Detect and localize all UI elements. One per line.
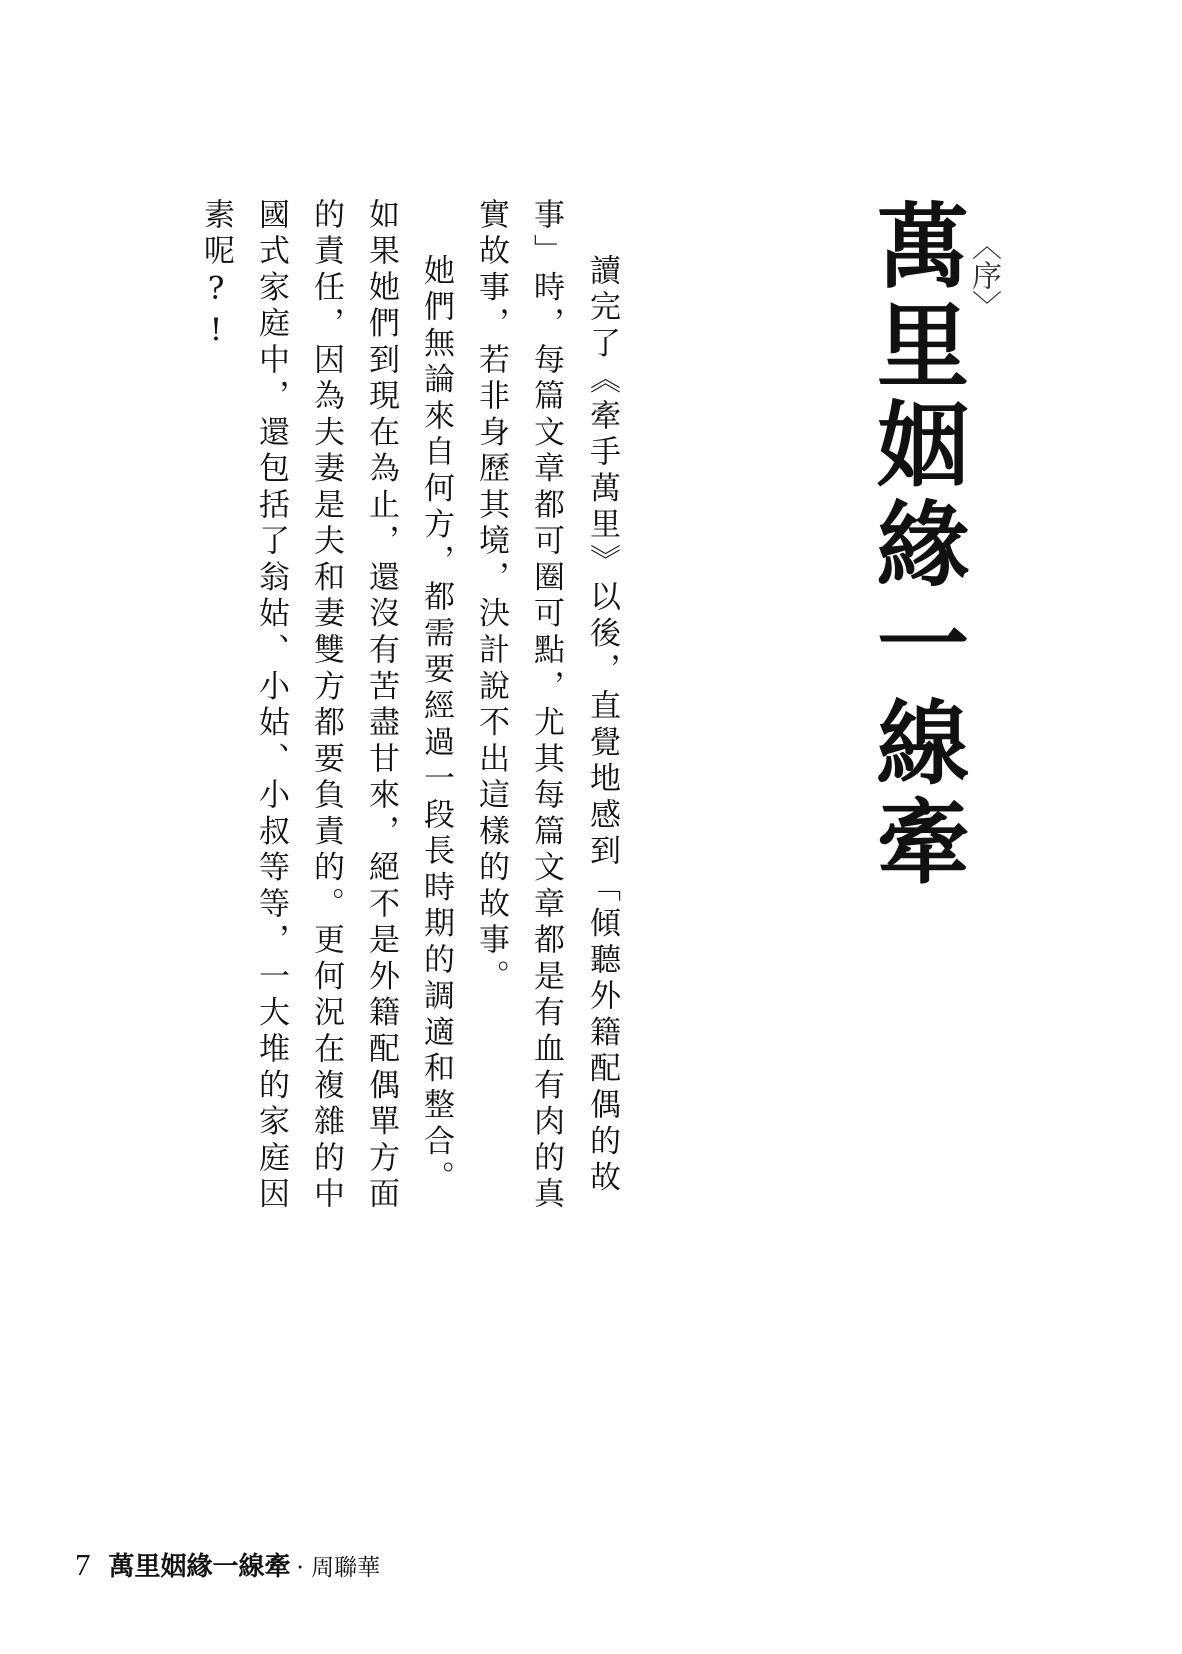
running-title: 萬里姻緣一線牽 bbox=[108, 1552, 291, 1582]
chapter-title: 萬里姻緣一線牽 bbox=[862, 198, 970, 894]
body-column-5: 如果她們到現在為止，還沒有苦盡甘來，絕不是外籍配偶單方面 bbox=[363, 198, 399, 1214]
body-column-3: 實故事，若非身歷其境，決計說不出這樣的故事。 bbox=[473, 198, 509, 996]
body-column-7: 國式家庭中，還包括了翁姑、小姑、小叔等等，一大堆的家庭因 bbox=[253, 198, 289, 1214]
body-column-2: 事」時，每篇文章都可圈可點，尤其每篇文章都是有血有肉的真 bbox=[528, 198, 564, 1214]
preface-label: 〈序〉 bbox=[966, 230, 1001, 320]
body-column-8: 素呢?! bbox=[198, 198, 234, 354]
author-name: · 周聯華 bbox=[296, 1555, 381, 1581]
body-column-1: 讀完了《牽手萬里》以後，直覺地感到「傾聽外籍配偶的故 bbox=[584, 254, 620, 1198]
body-column-4: 她們無論來自何方，都需要經過一段長時期的調適和整合。 bbox=[418, 254, 454, 1198]
body-column-6: 的責任，因為夫妻是夫和妻雙方都要負責的。更何況在複雜的中 bbox=[308, 198, 344, 1214]
page-number: 7 bbox=[75, 1547, 91, 1582]
page-footer bbox=[75, 1546, 380, 1583]
